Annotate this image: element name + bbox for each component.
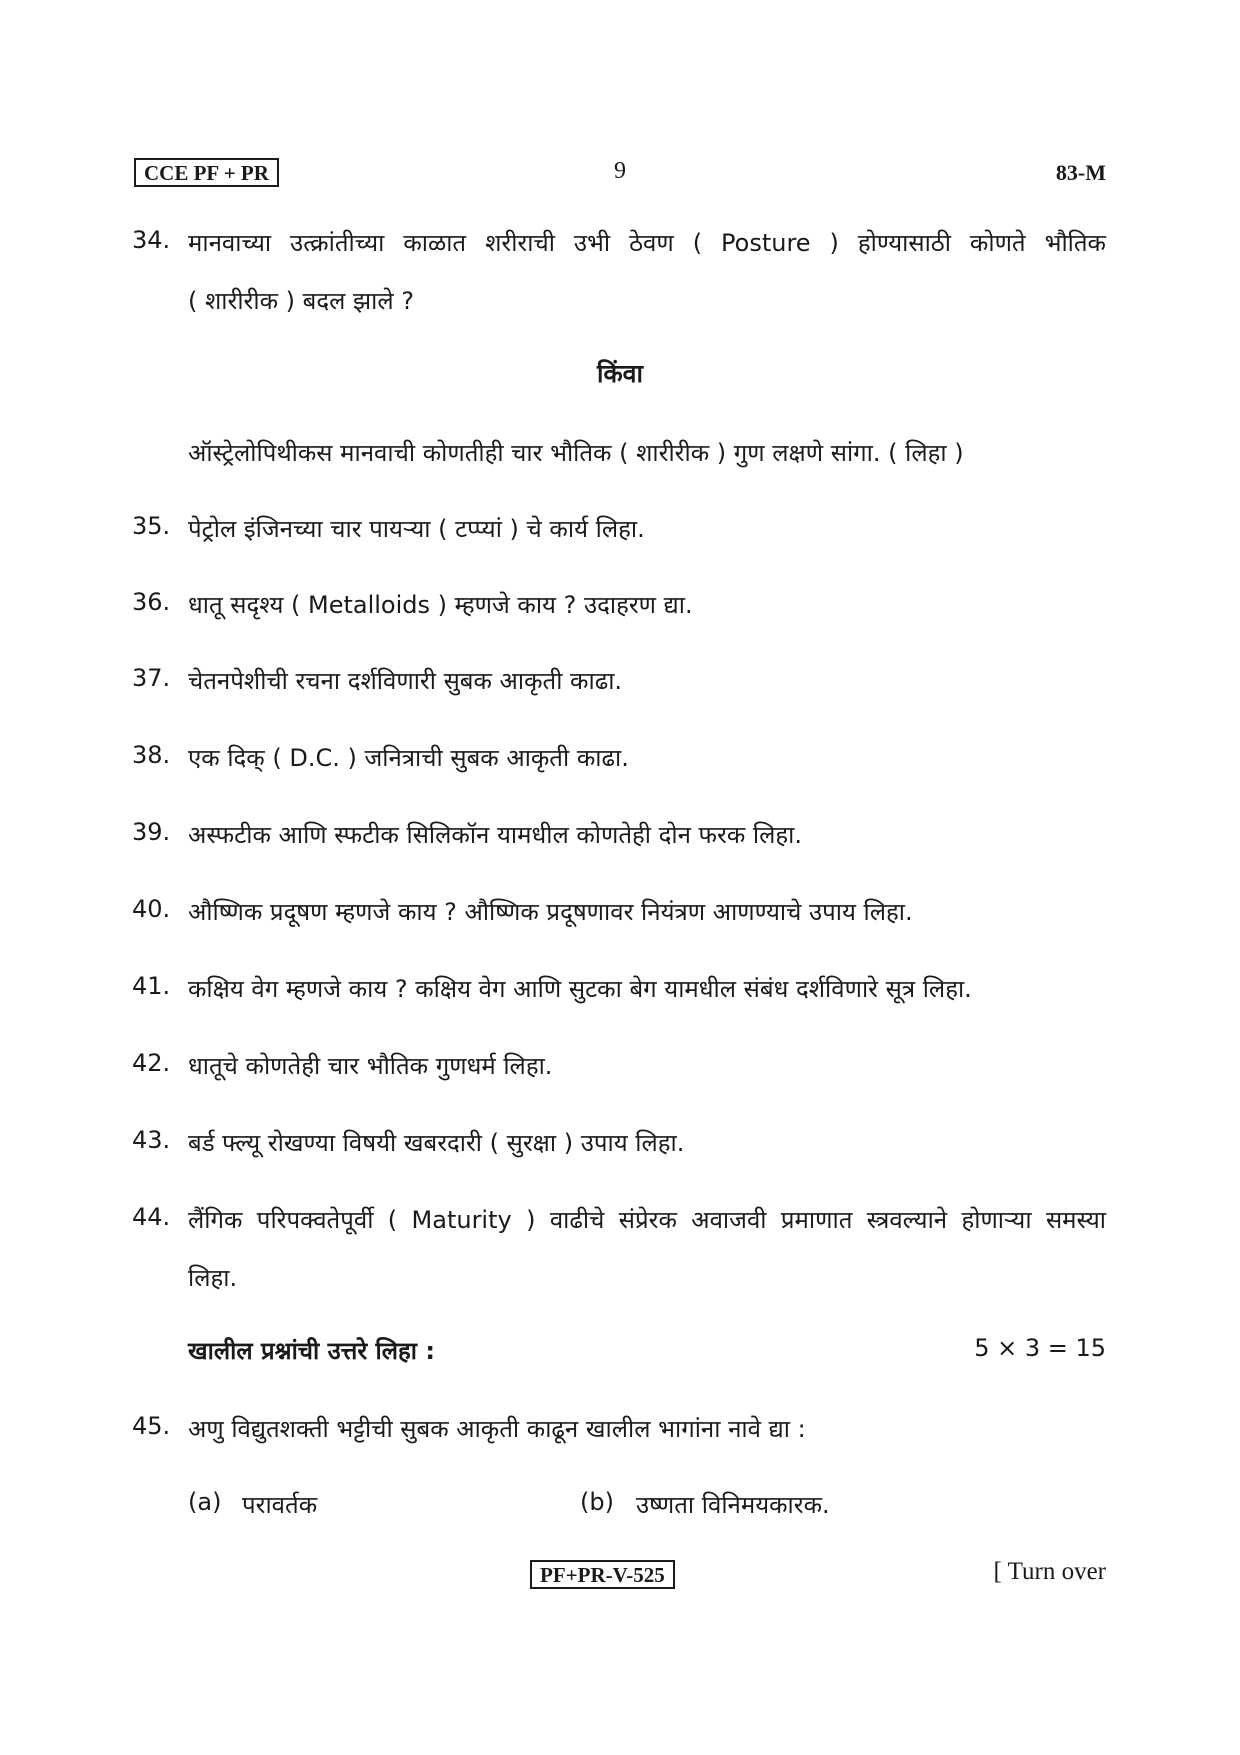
question-text: कक्षिय वेग म्हणजे काय ? कक्षिय वेग आणि सुटका बेग यामधील संबंध दर्शविणारे सूत्र लिहा. bbox=[188, 975, 972, 1003]
paper-code: 83-M bbox=[1055, 160, 1106, 185]
question-number: 42. bbox=[132, 1049, 171, 1077]
question-text: चेतनपेशीची रचना दर्शविणारी सुबक आकृती काढा. bbox=[188, 667, 623, 695]
option-b-label: (b) bbox=[580, 1488, 614, 1516]
question-text: अणु विद्युतशक्ती भट्टीची सुबक आकृती काढून खालील भागांना नावे द्या : bbox=[188, 1415, 806, 1443]
turn-over-note: [ Turn over bbox=[993, 1558, 1106, 1585]
option-a-text: परावर्तक bbox=[242, 1491, 318, 1519]
question-text-line1: मानवाच्या उत्क्रांतीच्या काळात शरीराची उभी ठेवण ( Posture ) होण्यासाठी कोणते भौतिक bbox=[188, 229, 1106, 257]
question-text-line2: लिहा. bbox=[188, 1264, 238, 1292]
question-text-line1: लैंगिक परिपक्वतेपूर्वी ( Maturity ) वाढीचे संप्रेरक अवाजवी प्रमाणात स्त्रवल्याने होणाऱ्या समस्या bbox=[188, 1206, 1106, 1234]
question-number: 43. bbox=[132, 1126, 171, 1154]
page-number: 9 bbox=[614, 158, 626, 184]
question-number: 34. bbox=[132, 226, 171, 254]
question-text: एक दिक् ( D.C. ) जनित्राची सुबक आकृती काढा. bbox=[188, 744, 629, 772]
question-number: 41. bbox=[132, 972, 171, 1000]
question-34-alternative: ऑस्ट्रेलोपिथीकस मानवाची कोणतीही चार भौतिक ( शारीरीक ) गुण लक्षणे सांगा. ( लिहा ) bbox=[188, 439, 964, 467]
or-label: किंवा bbox=[596, 359, 644, 388]
question-number: 36. bbox=[132, 588, 171, 616]
question-text: धातू सदृश्य ( Metalloids ) म्हणजे काय ? उदाहरण द्या. bbox=[188, 591, 693, 619]
section-marks: 5 × 3 = 15 bbox=[974, 1334, 1106, 1362]
question-text-line2: ( शारीरीक ) बदल झाले ? bbox=[188, 287, 414, 315]
question-number: 45. bbox=[132, 1412, 171, 1440]
footer-code-box: PF+PR-V-525 bbox=[530, 1560, 675, 1589]
section-heading: खालील प्रश्नांची उत्तरे लिहा : bbox=[188, 1337, 435, 1365]
question-number: 35. bbox=[132, 512, 171, 540]
question-number: 40. bbox=[132, 895, 171, 923]
option-a-label: (a) bbox=[188, 1488, 222, 1516]
question-number: 38. bbox=[132, 741, 171, 769]
question-text: औष्णिक प्रदूषण म्हणजे काय ? औष्णिक प्रदूषणावर नियंत्रण आणण्याचे उपाय लिहा. bbox=[188, 898, 913, 926]
question-text: अस्फटीक आणि स्फटीक सिलिकॉन यामधील कोणतेही दोन फरक लिहा. bbox=[188, 821, 803, 849]
question-number: 39. bbox=[132, 818, 171, 846]
option-b-text: उष्णता विनिमयकारक. bbox=[636, 1491, 830, 1519]
question-text: धातूचे कोणतेही चार भौतिक गुणधर्म लिहा. bbox=[188, 1052, 553, 1080]
question-text: बर्ड फ्ल्यू रोखण्या विषयी खबरदारी ( सुरक्षा ) उपाय लिहा. bbox=[188, 1129, 685, 1157]
question-number: 44. bbox=[132, 1203, 171, 1231]
question-number: 37. bbox=[132, 664, 171, 692]
paper-series-box: CCE PF + PR bbox=[134, 158, 279, 187]
question-text: पेट्रोल इंजिनच्या चार पायऱ्या ( टप्प्यां ) चे कार्य लिहा. bbox=[188, 515, 645, 543]
